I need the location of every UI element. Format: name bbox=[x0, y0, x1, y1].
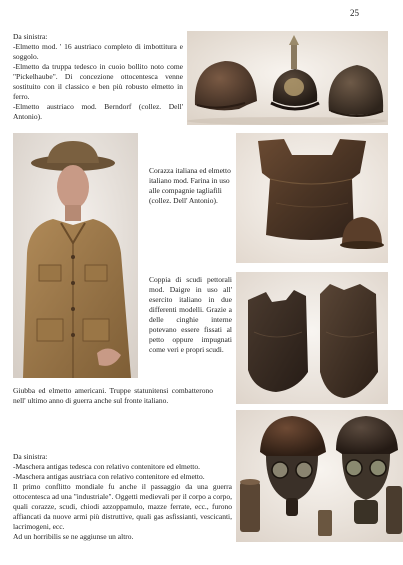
photo-three-helmets bbox=[187, 31, 388, 125]
caption-line: -Elmetto da truppa tedesco in cuoio bollito noto come "Pickelhaube". Di concezione ottocentesca venne sostituito con il classico e ben più robusto elmetto in ferro. bbox=[13, 62, 183, 101]
caption-line: -Elmetto austriaco mod. Berndorf (collez. Dell' Antonio). bbox=[13, 102, 183, 121]
photo-cuirass-helmet bbox=[236, 133, 388, 263]
caption-italian-cuirass: Corazza italiana ed elmetto italiano mod. Farina in uso alle compagnie tagliafili (collez. Dell' Antonio). bbox=[149, 166, 231, 205]
caption-line: -Maschera antigas austriaca con relativo contenitore ed elmetto. bbox=[13, 472, 205, 481]
caption-shields: Coppia di scudi pettorali mod. Daigre in uso all' esercito italiano in due differenti modelli. Grazie a delle cinghie interne potevano essere fissati al petto oppure impugnati come veri e propri scudi. bbox=[149, 275, 232, 354]
photo-american-uniform bbox=[13, 133, 138, 378]
caption-helmets bbox=[13, 32, 183, 122]
photo-gas-masks bbox=[236, 410, 403, 542]
page-number: 25 bbox=[350, 8, 359, 18]
caption-line: -Maschera antigas tedesca con relativo contenitore ed elmetto. bbox=[13, 462, 201, 471]
caption-line: Il primo conflitto mondiale fu anche il passaggio da una guerra ottocentesca ad una "industriale". Oggetti medievali per il corpo a corpo, quali corazze, scudi, chiodi azzoppamulo, mazze ferrate, ecc., furono affiancati da nuove armi più distruttive, quali gas asfissianti, vescicanti, lacrimogeni, ecc. bbox=[13, 482, 232, 531]
caption-line: Ad un horribilis se ne aggiunse un altro. bbox=[13, 532, 134, 541]
photo-chest-shields bbox=[236, 272, 388, 404]
caption-line: Da sinistra: bbox=[13, 32, 48, 41]
caption-line: -Elmetto mod. ' 16 austriaco completo di imbottitura e soggolo. bbox=[13, 42, 183, 61]
caption-line: Da sinistra: bbox=[13, 452, 48, 461]
caption-american-jacket: Giubba ed elmetto americani. Truppe statunitensi combatterono nell' ultimo anno di guerra anche sul fronte italiano. bbox=[13, 386, 213, 405]
caption-gas-masks bbox=[13, 452, 232, 542]
